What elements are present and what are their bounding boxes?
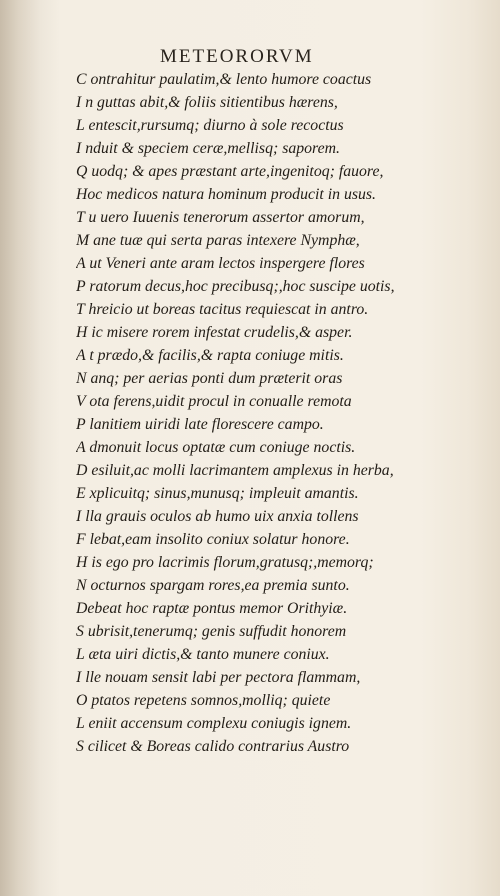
verse-line: Debeat hoc raptæ pontus memor Orithyiæ. [76,600,348,617]
verse-line: F lebat,eam insolito coniux solatur honore. [76,531,350,548]
gutter-shadow [0,0,60,896]
verse-line: Q uodq; & apes præstant arte,ingenitoq; fauore, [76,163,384,180]
verse-line: N anq; per aerias ponti dum præterit oras [76,370,343,387]
verse-line: S cilicet & Boreas calido contrarius Austro [76,738,350,755]
verse-line: C ontrahitur paulatim,& lento humore coactus [76,71,372,88]
verse-line: I lle nouam sensit labi per pectora flammam, [76,669,361,686]
verse-line: H ic misere rorem infestat crudelis,& asper. [76,324,353,341]
verse-line: A ut Veneri ante aram lectos inspergere flores [76,255,365,272]
verse-line: A t prædo,& facilis,& rapta coniuge mitis. [76,347,344,364]
verse-line: M ane tuæ qui serta paras intexere Nymphæ, [76,232,360,249]
verse-line: I n guttas abit,& foliis sitientibus hærens, [76,94,338,111]
running-head: METEORORVM [160,46,314,67]
verse-line: I nduit & speciem ceræ,mellisq; saporem. [76,140,340,157]
verse-line: H is ego pro lacrimis florum,gratusq;,memorq; [76,554,374,571]
verse-line: L entescit,rursumq; diurno à sole recoctus [76,117,344,134]
verse-line: O ptatos repetens somnos,molliq; quiete [76,692,331,709]
verse-line: T u uero Iuuenis tenerorum assertor amorum, [76,209,365,226]
verse-line: P lanitiem uiridi late florescere campo. [76,416,324,433]
verse-line: E xplicuitq; sinus,munusq; impleuit amantis. [76,485,359,502]
verse-line: L eniit accensum complexu coniugis ignem. [76,715,352,732]
verse-line: Hoc medicos natura hominum producit in usus. [76,186,376,203]
verse-line: I lla grauis oculos ab humo uix anxia tollens [76,508,359,525]
verse-line: V ota ferens,uidit procul in conualle remota [76,393,352,410]
verse-line: D esiluit,ac molli lacrimantem amplexus in herba, [76,462,394,479]
verse-block [76,68,416,758]
verse-line: A dmonuit locus optatæ cum coniuge noctis. [76,439,356,456]
verse-line: N octurnos spargam rores,ea premia sunto. [76,577,350,594]
verse-line: L æta uiri dictis,& tanto munere coniux. [76,646,330,663]
verse-line: T hreicio ut boreas tacitus requiescat in antro. [76,301,369,318]
verse-line: S ubrisit,tenerumq; genis suffudit honorem [76,623,347,640]
verse-line: P ratorum decus,hoc precibusq;,hoc suscipe uotis, [76,278,395,295]
